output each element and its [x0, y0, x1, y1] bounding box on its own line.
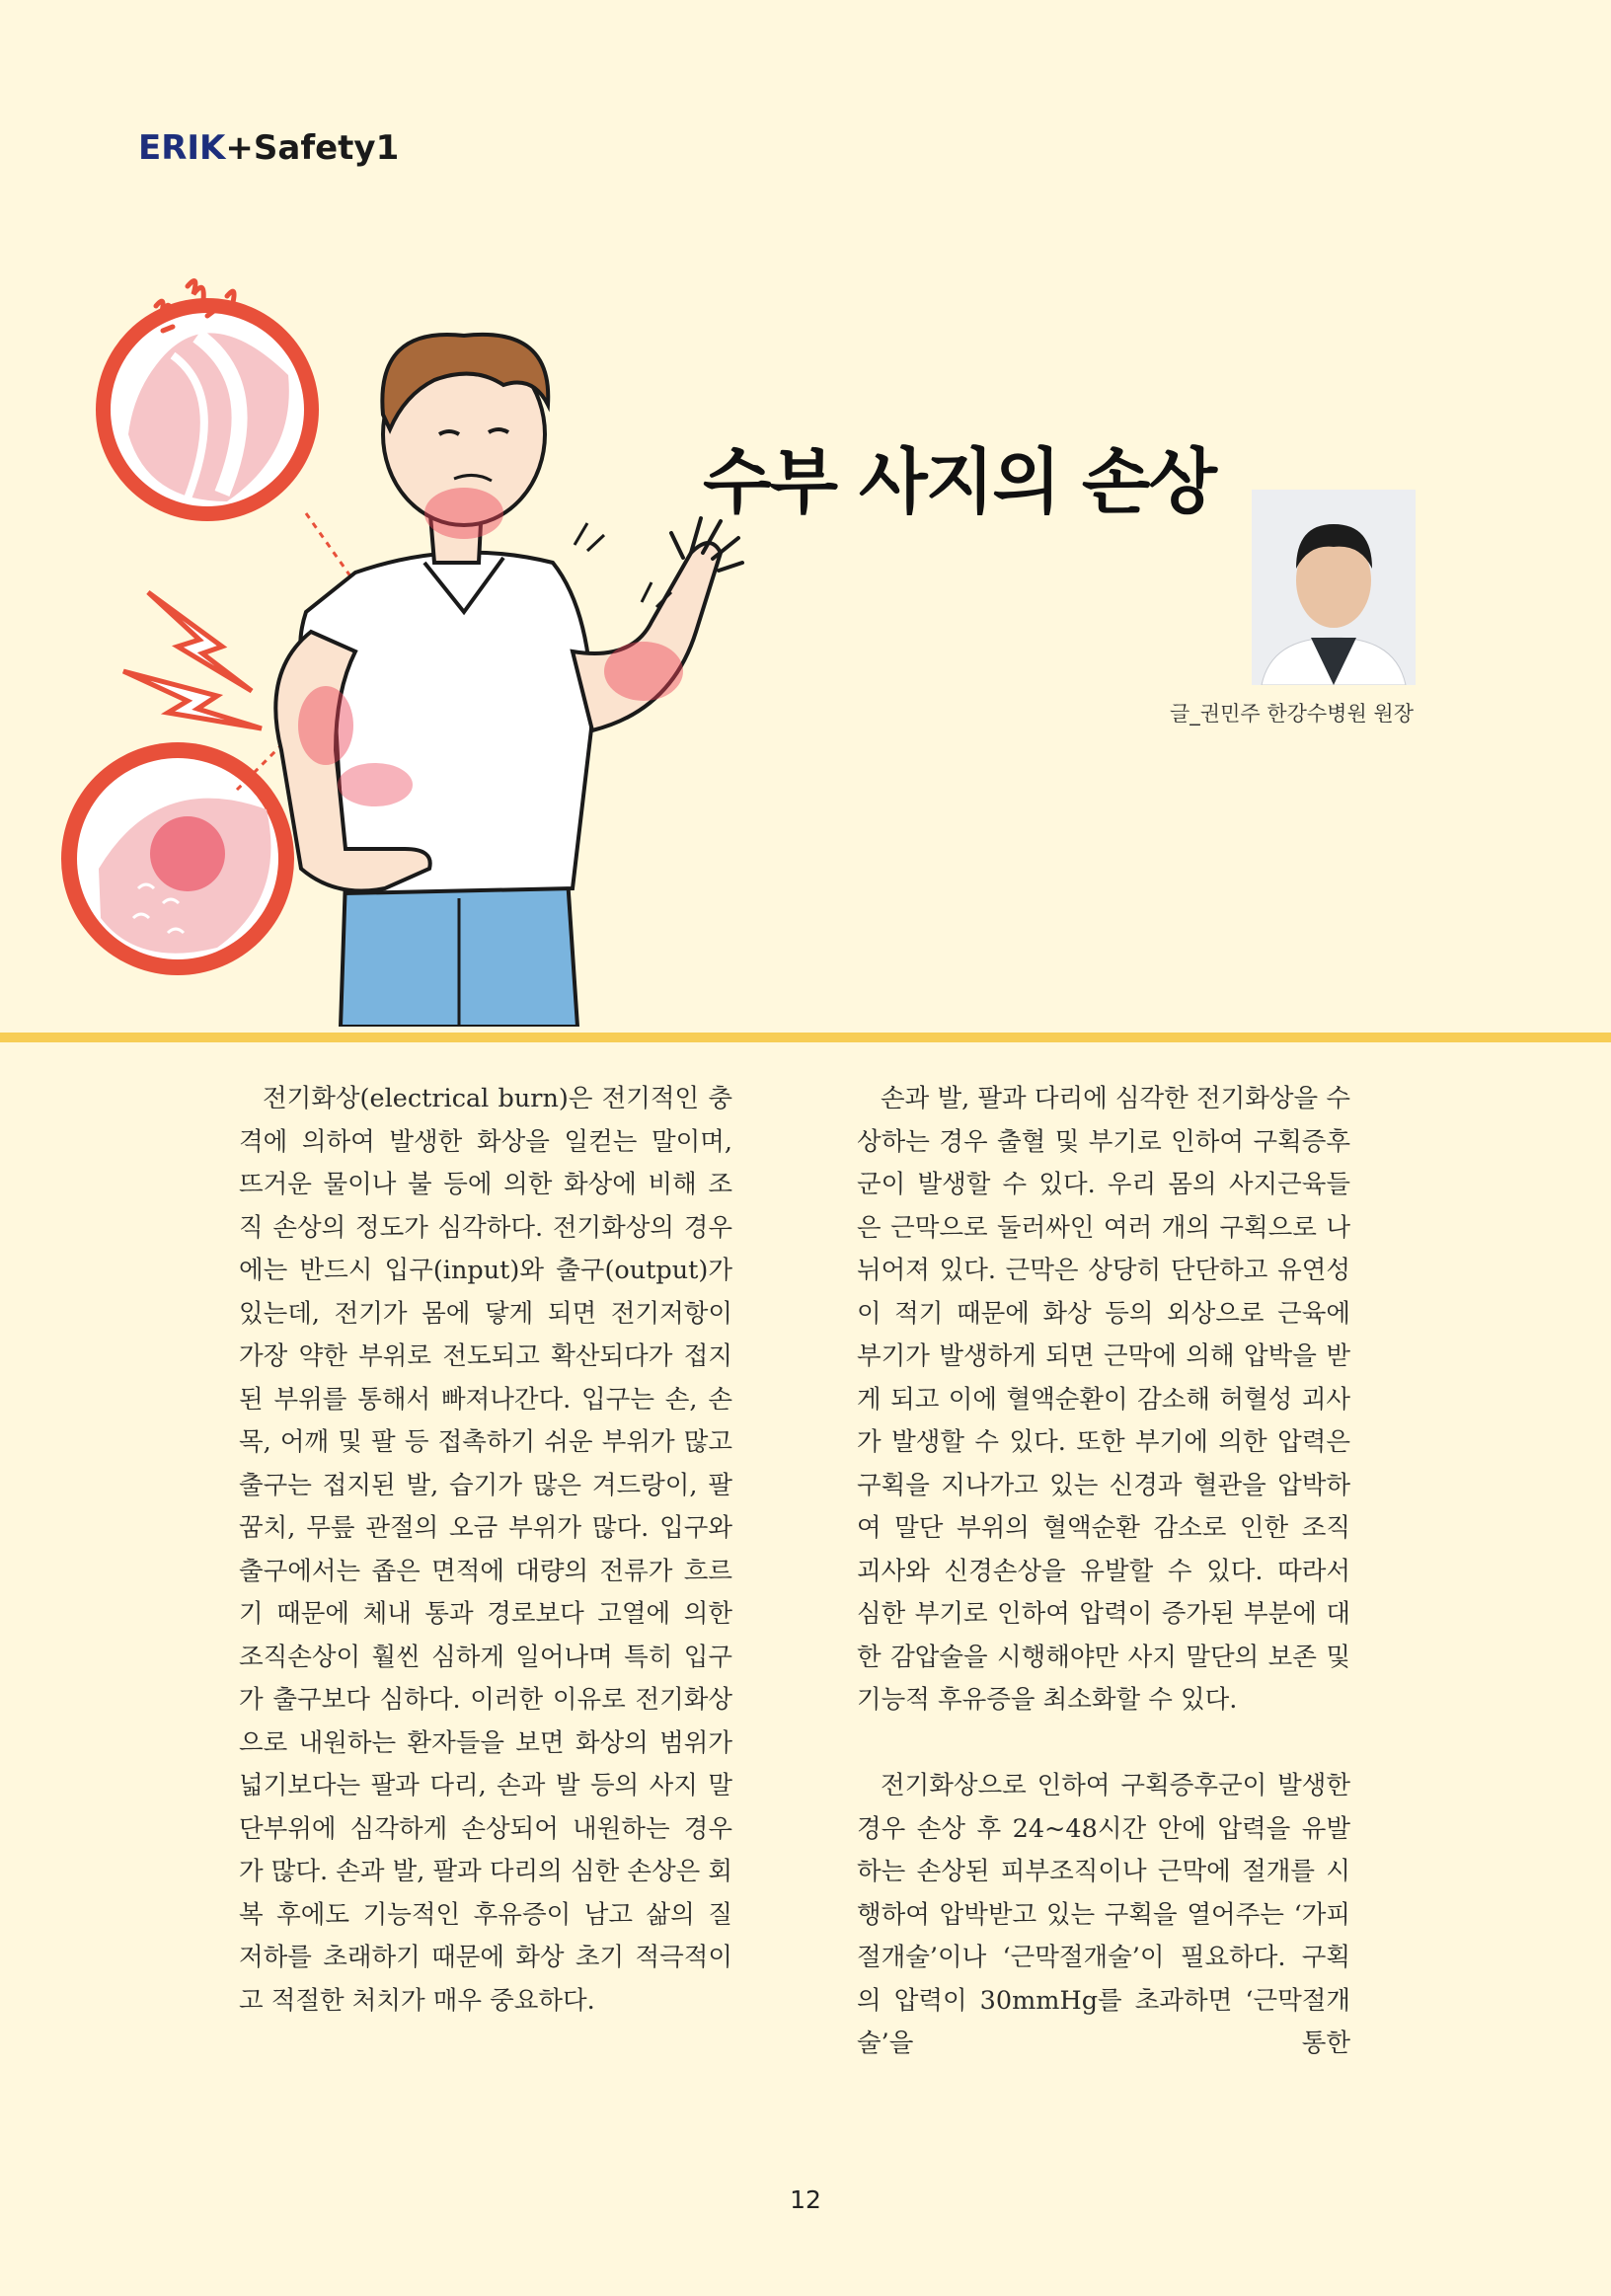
section-tag	[138, 128, 399, 168]
section-divider	[0, 1033, 1611, 1042]
lower-magnified-skin-icon	[61, 742, 294, 975]
author-photo	[1252, 490, 1416, 685]
section-label: +Safety1	[225, 128, 400, 168]
author-byline: 글_권민주 한강수병원 원장	[1170, 702, 1414, 726]
page-title: 수부 사지의 손상	[703, 440, 1215, 523]
body-paragraph: 전기화상으로 인하여 구획증후군이 발생한 경우 손상 후 24~48시간 안에 압력을 유발하는 손상된 피부조직이나 근막에 절개를 시행하여 압박받고 있는 구획을 열어주는 ‘가피절개술’이나 ‘근막절개술’이 필요하다. 구획의 압력이 30mmHg를 초과하면 ‘근막절개술’을 통한	[857, 1771, 1350, 2058]
left-column	[239, 1078, 732, 2023]
body-paragraph: 전기화상(electrical burn)은 전기적인 충격에 의하여 발생한 화상을 일컫는 말이며, 뜨거운 물이나 불 등에 의한 화상에 비해 조직 손상의 정도가 심각하다. 전기화상의 경우에는 반드시 입구(input)와 출구(output)가 있는데, 전기가 몸에 닿게 되면 전기저항이 가장 약한 부위로 전도되고 확산되다가 접지된 부위를 통해서 빠져나간다. 입구는 손, 손목, 어깨 및 팔 등 접촉하기 쉬운 부위가 많고 출구는 접지된 발, 습기가 많은 겨드랑이, 팔꿈치, 무릎 관절의 오금 부위가 많다. 입구와 출구에서는 좁은 면적에 대량의 전류가 흐르기 때문에 체내 통과 경로보다 고열에 의한 조직손상이 훨씬 심하게 일어나며 특히 입구가 출구보다 심하다. 이러한 이유로 전기화상으로 내원하는 환자들을 보면 화상의 범위가 넓기보다는 팔과 다리, 손과 발 등의 사지 말단부위에 심각하게 손상되어 내원하는 경우가 많다. 손과 발, 팔과 다리의 심한 손상은 회복 후에도 기능적인 후유증이 남고 삶의 질 저하를 초래하기 때문에 화상 초기 적극적이고 적절한 처치가 매우 중요하다.	[239, 1084, 732, 2016]
page-number: 12	[790, 2185, 821, 2214]
burn-illustration	[39, 257, 770, 1027]
person-figure	[275, 335, 742, 1027]
lightning-icon	[123, 592, 262, 728]
brand-label: ERIK	[138, 128, 226, 168]
right-column	[857, 1078, 1350, 2066]
upper-magnified-skin-icon	[96, 298, 319, 521]
body-paragraph: 손과 발, 팔과 다리에 심각한 전기화상을 수상하는 경우 출혈 및 부기로 인하여 구획증후군이 발생할 수 있다. 우리 몸의 사지근육들은 근막으로 둘러싸인 여러 개의 구획으로 나뉘어져 있다. 근막은 상당히 단단하고 유연성이 적기 때문에 화상 등의 외상으로 근육에 부기가 발생하게 되면 근막에 의해 압박을 받게 되고 이에 혈액순환이 감소해 허혈성 괴사가 발생할 수 있다. 또한 부기에 의한 압력은 구획을 지나가고 있는 신경과 혈관을 압박하여 말단 부위의 혈액순환 감소로 인한 조직 괴사와 신경손상을 유발할 수 있다. 따라서 심한 부기로 인하여 압력이 증가된 부분에 대한 감압술을 시행해야만 사지 말단의 보존 및 기능적 후유증을 최소화할 수 있다.	[857, 1084, 1350, 1715]
